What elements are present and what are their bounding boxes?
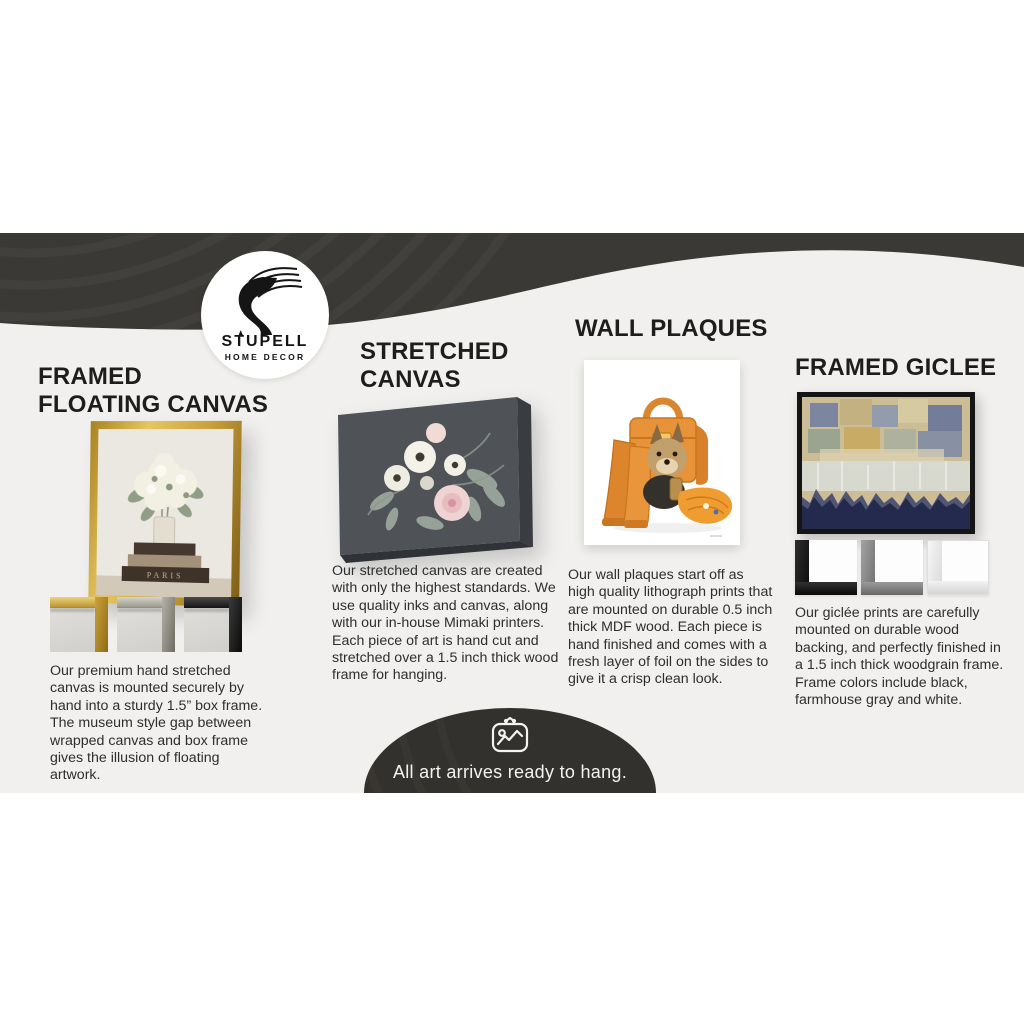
frame-swatch-gold — [50, 597, 108, 652]
top-wave-band — [0, 233, 1024, 345]
framed-giclee-description: Our giclée prints are carefully mounted on durable wood backing, and perfectly finished in a 1.5 inch thick woodgrain frame. Frame colors include black, farmhouse gray and white. — [795, 605, 1004, 709]
stretched-canvas-product-image — [334, 393, 539, 565]
frame-swatch-black — [184, 597, 242, 652]
framed-giclee-product-image — [797, 392, 975, 534]
paris-book-title: PARIS — [146, 570, 184, 581]
floating-canvas-product-image — [88, 421, 241, 607]
section-title-wall-plaques — [575, 315, 768, 343]
giclee-frame-swatch-white — [927, 540, 989, 595]
title-line: FRAMED GICLEE — [795, 354, 997, 381]
title-line: STRETCHED — [360, 338, 509, 365]
yorkie-with-orange-bag-artwork — [584, 360, 740, 545]
floral-canvas-artwork — [334, 393, 539, 565]
title-line: FLOATING CANVAS — [38, 391, 269, 418]
stupell-s-swoosh-icon — [201, 255, 329, 335]
framed-floating-canvas-description: Our premium hand stretched canvas is mounted securely by hand into a sturdy 1.5” box frame. The museum style gap between wrapped canvas and box frame gives the illusion of floating artwork. — [50, 663, 263, 784]
giclee-frame-swatch-black — [795, 540, 857, 595]
section-title-framed-giclee — [795, 354, 996, 382]
brand-name: STUPELL — [221, 333, 309, 350]
hydrangea-books-artwork — [96, 429, 233, 599]
stretched-canvas-description: Our stretched canvas are created with only the highest standards. We use quality inks and canvas, along with our in-house Mimaki printers. Each piece of art is hand cut and stretched over a 1.5 inch thick wood frame for hanging. — [332, 563, 559, 684]
wall-plaque-product-image — [584, 360, 740, 545]
title-line: WALL PLAQUES — [575, 315, 768, 342]
ready-to-hang-art-icon — [487, 716, 533, 756]
footer-message: All art arrives ready to hang. — [392, 762, 628, 782]
brand-logo-badge — [201, 251, 329, 379]
poster-background — [0, 233, 1024, 793]
abstract-giclee-artwork — [802, 397, 970, 529]
giclee-frame-swatch-gray — [861, 540, 923, 595]
section-title-stretched-canvas — [360, 338, 508, 394]
section-title-framed-floating-canvas — [38, 363, 268, 419]
brand-tagline: HOME DECOR — [224, 352, 306, 362]
frame-swatch-silver — [117, 597, 175, 652]
footer-dome — [364, 708, 656, 793]
wall-plaques-description: Our wall plaques start off as high quality lithograph prints that are mounted on durable 0.5 inch thick MDF wood. Each piece is hand finished and comes with a fresh layer of foil on the sides to give it a crisp clean look. — [568, 567, 773, 688]
floating-canvas-artwork — [96, 429, 233, 599]
title-line: FRAMED — [38, 363, 142, 390]
title-line: CANVAS — [360, 366, 461, 393]
